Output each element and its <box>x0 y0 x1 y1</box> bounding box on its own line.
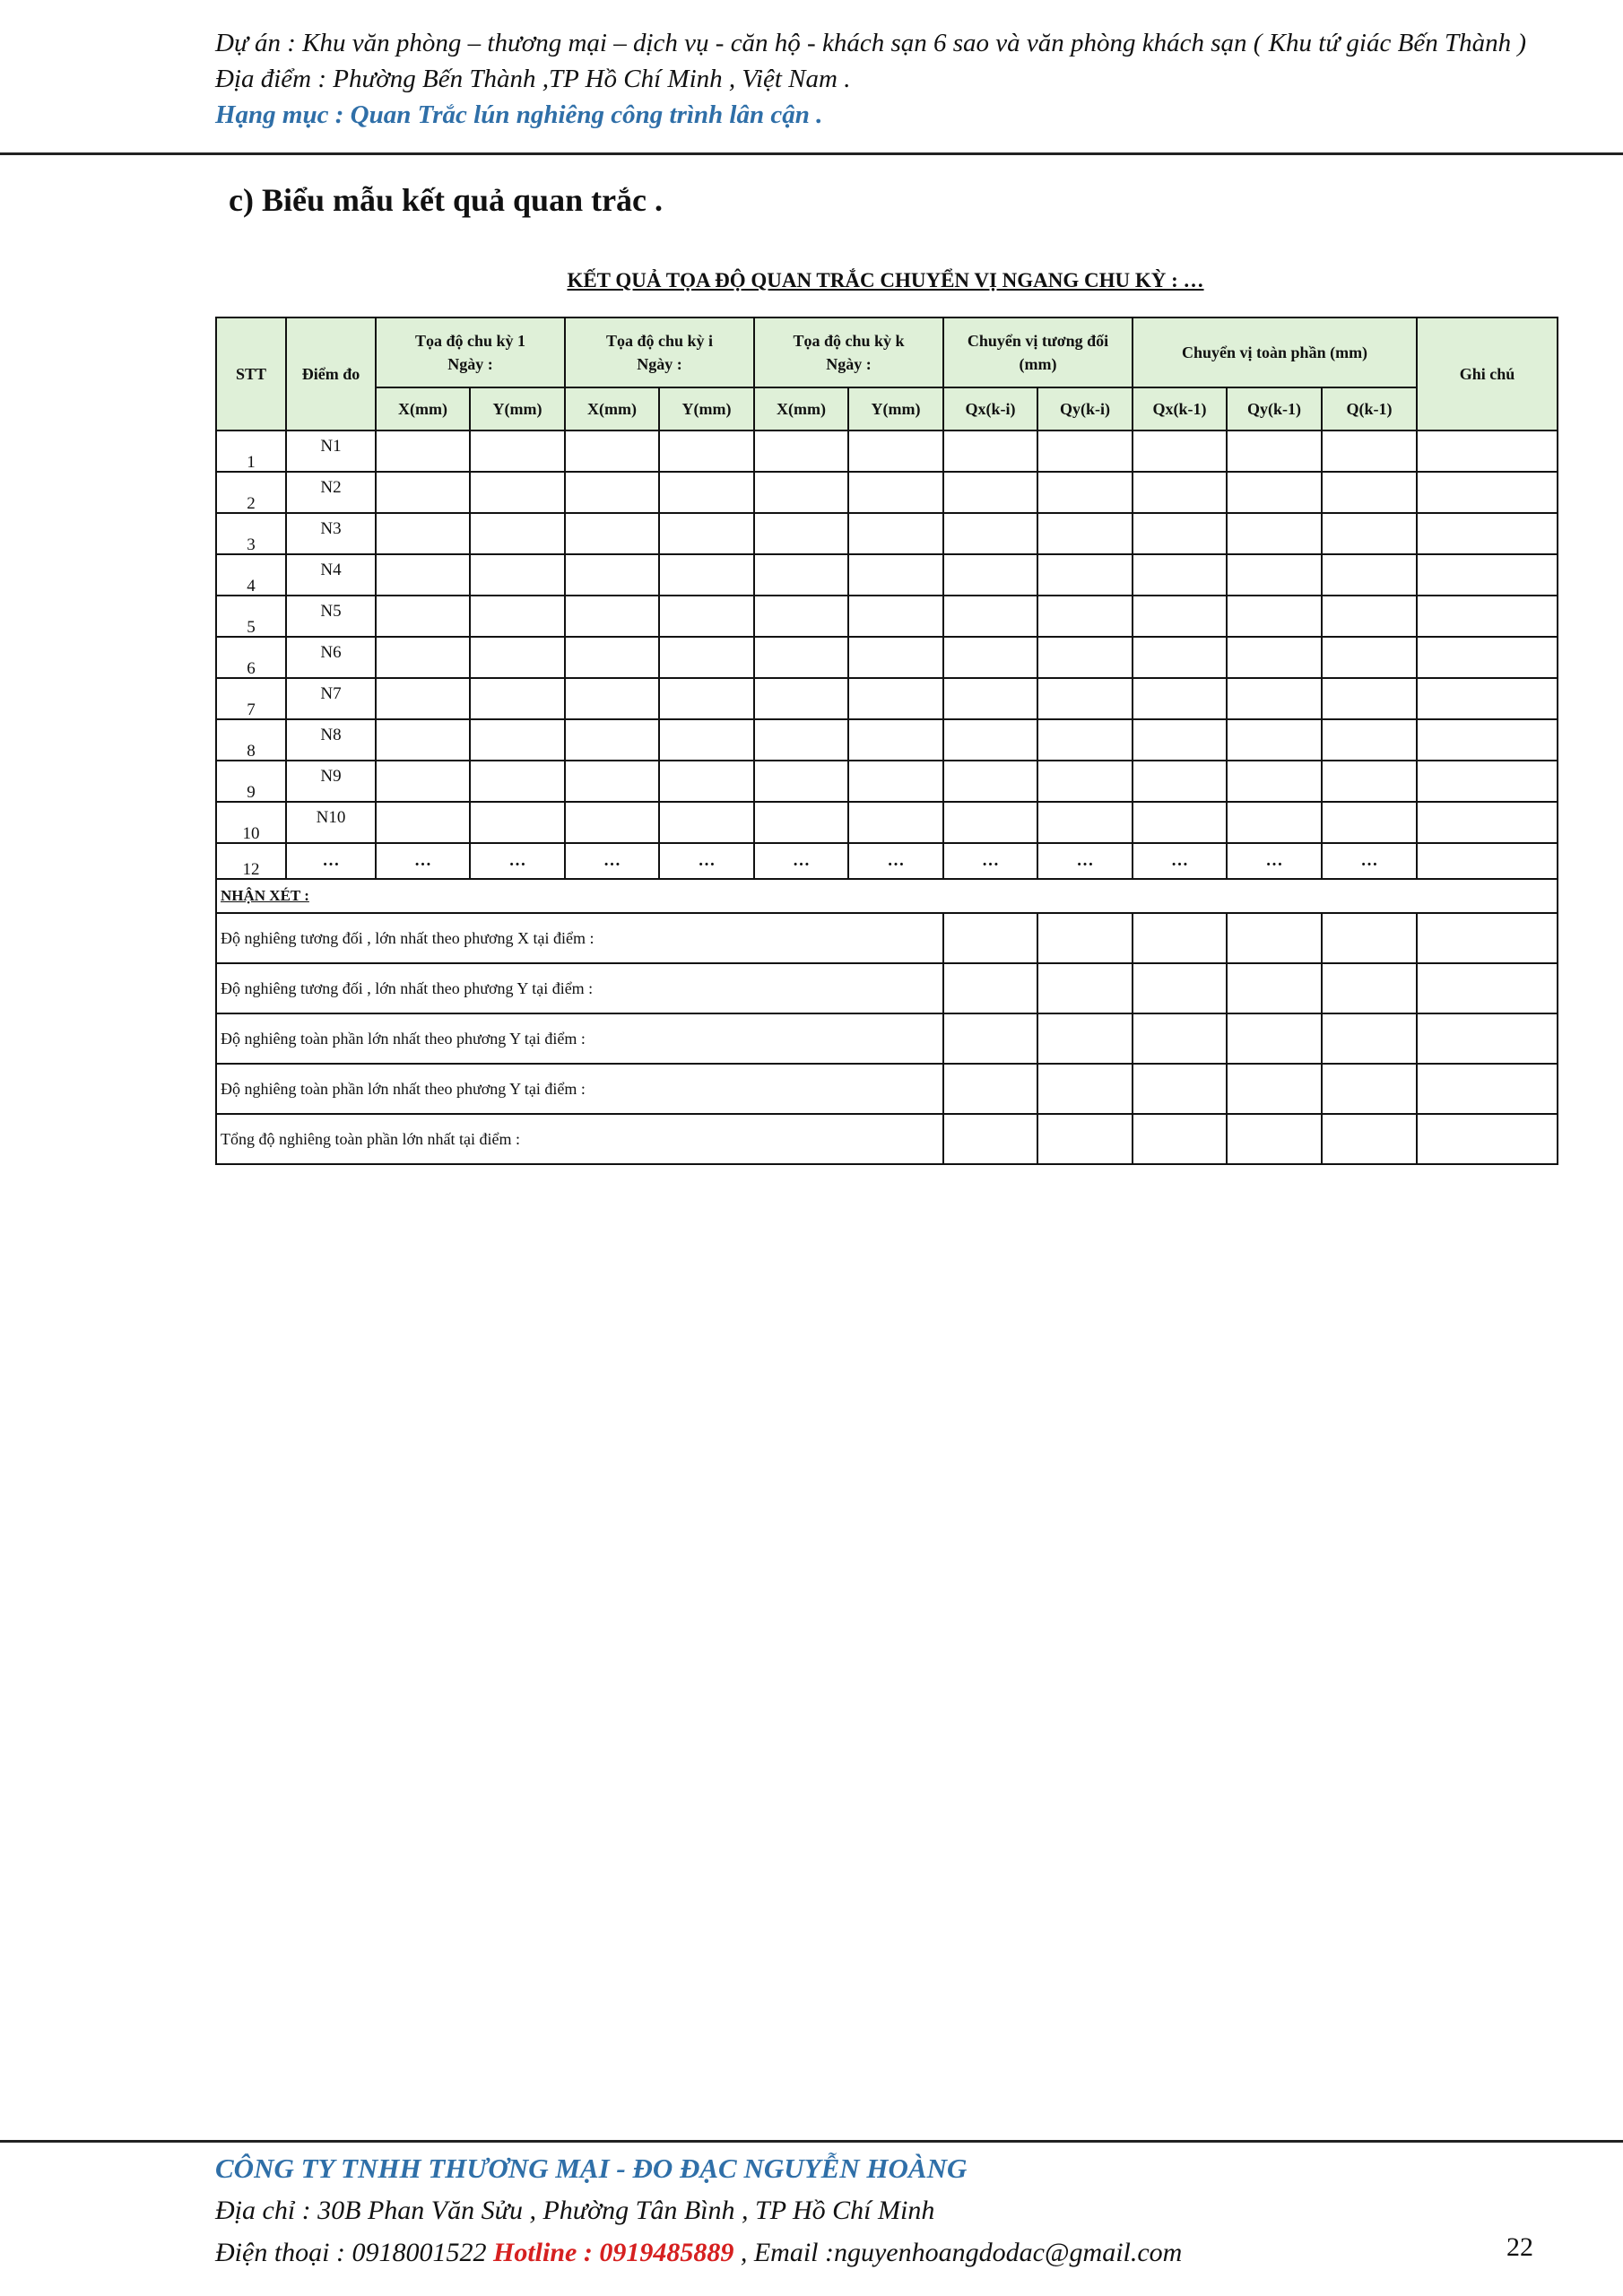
row-ellipsis-cell: … <box>286 843 376 879</box>
row-ellipsis-cell: … <box>470 843 565 879</box>
comment-value-cell <box>943 963 1037 1013</box>
row-value-cell <box>659 761 754 802</box>
comment-value-cell <box>943 1064 1037 1114</box>
row-value-cell <box>1133 678 1227 719</box>
qxk1-header: Qx(k-1) <box>1133 387 1227 430</box>
row-ellipsis-cell: … <box>848 843 943 879</box>
row-value-cell <box>376 596 470 637</box>
row-value-cell <box>1037 719 1133 761</box>
cyclei-label: Tọa độ chu kỳ i <box>606 332 714 350</box>
cyclei-header <box>565 317 754 387</box>
row-point: N1 <box>286 430 376 472</box>
row-value-cell <box>848 761 943 802</box>
row-value-cell <box>565 678 659 719</box>
row-value-cell <box>943 637 1037 678</box>
comment-value-cell <box>1037 1114 1133 1164</box>
row-value-cell <box>1133 637 1227 678</box>
table-row <box>216 472 1558 513</box>
row-value-cell <box>848 719 943 761</box>
row-value-cell <box>1133 513 1227 554</box>
table-row-ellipsis <box>216 843 1558 879</box>
row-stt: 6 <box>216 637 286 678</box>
row-ellipsis-cell: … <box>659 843 754 879</box>
yi-header: Y(mm) <box>659 387 754 430</box>
row-value-cell <box>659 719 754 761</box>
comment-value-cell <box>1133 1064 1227 1114</box>
cycle1-header <box>376 317 565 387</box>
row-ellipsis-cell: … <box>754 843 848 879</box>
row-value-cell <box>754 596 848 637</box>
footer-contact <box>215 2231 1542 2274</box>
row-value-cell <box>565 596 659 637</box>
row-value-cell <box>943 678 1037 719</box>
row-value-cell <box>1322 554 1417 596</box>
row-value-cell <box>659 430 754 472</box>
row-value-cell <box>1133 596 1227 637</box>
row-point: N3 <box>286 513 376 554</box>
row-value-cell <box>1227 430 1322 472</box>
row-value-cell <box>1227 719 1322 761</box>
row-value-cell <box>943 472 1037 513</box>
row-value-cell <box>1322 596 1417 637</box>
row-value-cell <box>1037 513 1133 554</box>
row-value-cell <box>376 719 470 761</box>
comment-value-cell <box>1322 1064 1417 1114</box>
comment-value-cell <box>1133 1013 1227 1064</box>
row-value-cell <box>659 802 754 843</box>
comment-label: Độ nghiêng toàn phần lớn nhất theo phương Y tại điểm : <box>216 1064 943 1114</box>
row-ellipsis-cell: … <box>1322 843 1417 879</box>
comment-value-cell <box>1227 1064 1322 1114</box>
cycle1-label: Tọa độ chu kỳ 1 <box>414 332 526 350</box>
row-value-cell <box>848 596 943 637</box>
row-value-cell <box>1227 802 1322 843</box>
row-value-cell <box>1227 596 1322 637</box>
page-footer <box>215 2148 1542 2274</box>
comment-row <box>216 1114 1558 1164</box>
yk-header: Y(mm) <box>848 387 943 430</box>
project-line: Dự án : Khu văn phòng – thương mại – dịch vụ - căn hộ - khách sạn 6 sao và văn phòng khách sạn ( Khu tứ giác Bến Thành ) <box>215 29 1526 57</box>
relative-move-unit: (mm) <box>1019 355 1057 373</box>
cyclek-header <box>754 317 943 387</box>
row-value-cell <box>754 554 848 596</box>
footer-address: Địa chỉ : 30B Phan Văn Sửu , Phường Tân Bình , TP Hồ Chí Minh <box>215 2196 935 2225</box>
row-value-cell <box>848 802 943 843</box>
row-value-cell <box>1037 678 1133 719</box>
row-value-cell <box>848 554 943 596</box>
row-value-cell <box>1037 430 1133 472</box>
row-value-cell <box>1133 761 1227 802</box>
row-value-cell <box>565 554 659 596</box>
row-ellipsis-cell: … <box>943 843 1037 879</box>
table-row <box>216 596 1558 637</box>
row-stt: 3 <box>216 513 286 554</box>
row-point: N8 <box>286 719 376 761</box>
row-value-cell <box>754 802 848 843</box>
row-value-cell <box>848 430 943 472</box>
row-value-cell <box>1417 678 1558 719</box>
row-value-cell <box>470 637 565 678</box>
row-value-cell <box>1417 554 1558 596</box>
comment-value-cell <box>1227 913 1322 963</box>
cyclek-day: Ngày : <box>826 355 872 373</box>
row-stt: 7 <box>216 678 286 719</box>
row-value-cell <box>470 678 565 719</box>
row-value-cell <box>470 596 565 637</box>
comment-label: Độ nghiêng tương đối , lớn nhất theo phương Y tại điểm : <box>216 963 943 1013</box>
row-stt: 9 <box>216 761 286 802</box>
row-stt: 8 <box>216 719 286 761</box>
row-value-cell <box>565 761 659 802</box>
row-value-cell <box>943 430 1037 472</box>
comment-value-cell <box>1227 1013 1322 1064</box>
remarks-row <box>216 879 1558 913</box>
row-value-cell <box>754 637 848 678</box>
cyclek-label: Tọa độ chu kỳ k <box>793 332 905 350</box>
row-value-cell <box>376 472 470 513</box>
row-value-cell <box>754 761 848 802</box>
row-value-cell <box>1322 637 1417 678</box>
comment-row <box>216 1013 1558 1064</box>
row-value-cell <box>659 513 754 554</box>
comment-value-cell <box>1417 963 1558 1013</box>
comment-value-cell <box>1322 1114 1417 1164</box>
row-ellipsis-cell: … <box>1133 843 1227 879</box>
table-row <box>216 802 1558 843</box>
row-ellipsis-cell: … <box>1037 843 1133 879</box>
row-value-cell <box>754 513 848 554</box>
row-value-cell <box>565 637 659 678</box>
row-value-cell <box>470 513 565 554</box>
row-value-cell <box>565 472 659 513</box>
page-header <box>215 25 1560 133</box>
comment-value-cell <box>1133 913 1227 963</box>
row-value-cell <box>848 637 943 678</box>
table-row <box>216 513 1558 554</box>
row-value-cell <box>659 637 754 678</box>
row-value-cell <box>754 719 848 761</box>
section-title: c) Biểu mẫu kết quả quan trắc . <box>229 182 664 218</box>
row-point: N9 <box>286 761 376 802</box>
row-value-cell <box>1417 761 1558 802</box>
row-stt: 5 <box>216 596 286 637</box>
table-row <box>216 637 1558 678</box>
row-value-cell <box>376 430 470 472</box>
table-row <box>216 678 1558 719</box>
row-value-cell <box>1417 637 1558 678</box>
relative-move-header <box>943 317 1133 387</box>
comment-value-cell <box>1037 913 1133 963</box>
comment-row <box>216 913 1558 963</box>
comment-row <box>216 963 1558 1013</box>
comment-value-cell <box>1417 913 1558 963</box>
comment-value-cell <box>1322 913 1417 963</box>
result-table <box>215 317 1558 1165</box>
row-value-cell <box>1417 802 1558 843</box>
row-value-cell <box>1227 637 1322 678</box>
row-value-cell <box>376 637 470 678</box>
row-value-cell <box>1133 802 1227 843</box>
row-value-cell <box>1322 678 1417 719</box>
row-value-cell <box>943 761 1037 802</box>
row-value-cell <box>1037 554 1133 596</box>
comment-value-cell <box>1133 963 1227 1013</box>
row-ellipsis-cell: … <box>1227 843 1322 879</box>
row-value-cell <box>1417 596 1558 637</box>
row-stt: 12 <box>216 843 286 879</box>
comment-label: Độ nghiêng toàn phần lớn nhất theo phương Y tại điểm : <box>216 1013 943 1064</box>
table-row <box>216 554 1558 596</box>
comment-value-cell <box>943 1114 1037 1164</box>
row-value-cell <box>470 430 565 472</box>
row-value-cell <box>376 554 470 596</box>
row-value-cell <box>1322 513 1417 554</box>
row-value-cell <box>1417 513 1558 554</box>
comment-value-cell <box>1037 1064 1133 1114</box>
comment-value-cell <box>1322 963 1417 1013</box>
row-point: N6 <box>286 637 376 678</box>
row-value-cell <box>943 802 1037 843</box>
row-value-cell <box>1417 472 1558 513</box>
row-value-cell <box>376 513 470 554</box>
row-value-cell <box>848 472 943 513</box>
row-value-cell <box>1322 761 1417 802</box>
row-point: N10 <box>286 802 376 843</box>
comment-value-cell <box>1417 1064 1558 1114</box>
row-value-cell <box>565 719 659 761</box>
row-stt: 4 <box>216 554 286 596</box>
point-header: Điểm đo <box>286 317 376 430</box>
row-value-cell <box>1037 802 1133 843</box>
comment-value-cell <box>943 1013 1037 1064</box>
row-value-cell <box>470 472 565 513</box>
total-move-header: Chuyển vị toàn phần (mm) <box>1133 317 1417 387</box>
xk-header: X(mm) <box>754 387 848 430</box>
row-value-cell <box>1322 472 1417 513</box>
row-point: N4 <box>286 554 376 596</box>
row-value-cell <box>1322 719 1417 761</box>
row-value-cell <box>1037 472 1133 513</box>
cycle1-day: Ngày : <box>447 355 493 373</box>
row-value-cell <box>1417 719 1558 761</box>
row-value-cell <box>659 472 754 513</box>
note-header: Ghi chú <box>1417 317 1558 430</box>
comment-value-cell <box>943 913 1037 963</box>
cyclei-day: Ngày : <box>637 355 682 373</box>
row-point: N2 <box>286 472 376 513</box>
qyk1-header: Qy(k-1) <box>1227 387 1322 430</box>
row-value-cell <box>470 719 565 761</box>
location-line: Địa điểm : Phường Bến Thành ,TP Hồ Chí Minh , Việt Nam . <box>215 65 851 93</box>
comment-label: Độ nghiêng tương đối , lớn nhất theo phương X tại điểm : <box>216 913 943 963</box>
footer-hotline: Hotline : 0919485889 <box>492 2238 734 2267</box>
row-value-cell <box>848 513 943 554</box>
row-value-cell <box>1037 761 1133 802</box>
row-value-cell <box>754 430 848 472</box>
table-row <box>216 761 1558 802</box>
row-value-cell <box>943 554 1037 596</box>
relative-move-label: Chuyển vị tương đối <box>967 332 1109 350</box>
category-line: Hạng mục : Quan Trắc lún nghiêng công trình lân cận . <box>215 100 823 129</box>
x1-header: X(mm) <box>376 387 470 430</box>
row-value-cell <box>1322 430 1417 472</box>
row-value-cell <box>1037 637 1133 678</box>
row-ellipsis-cell: … <box>376 843 470 879</box>
row-note-cell <box>1417 843 1558 879</box>
comment-label: Tổng độ nghiêng toàn phần lớn nhất tại điểm : <box>216 1114 943 1164</box>
row-stt: 10 <box>216 802 286 843</box>
footer-company: CÔNG TY TNHH THƯƠNG MẠI - ĐO ĐẠC NGUYỄN HOÀNG <box>215 2152 968 2184</box>
row-value-cell <box>565 430 659 472</box>
row-value-cell <box>470 761 565 802</box>
comment-value-cell <box>1037 963 1133 1013</box>
row-value-cell <box>943 513 1037 554</box>
row-value-cell <box>565 513 659 554</box>
row-value-cell <box>1037 596 1133 637</box>
comment-value-cell <box>1322 1013 1417 1064</box>
row-value-cell <box>1227 513 1322 554</box>
row-value-cell <box>376 678 470 719</box>
row-value-cell <box>565 802 659 843</box>
row-value-cell <box>376 802 470 843</box>
row-value-cell <box>659 554 754 596</box>
row-value-cell <box>376 761 470 802</box>
qyki-header: Qy(k-i) <box>1037 387 1133 430</box>
footer-email: , Email :nguyenhoangdodac@gmail.com <box>733 2238 1183 2267</box>
row-stt: 2 <box>216 472 286 513</box>
comment-value-cell <box>1227 963 1322 1013</box>
row-value-cell <box>1133 430 1227 472</box>
comment-value-cell <box>1227 1114 1322 1164</box>
qxki-header: Qx(k-i) <box>943 387 1037 430</box>
qk1-header: Q(k-1) <box>1322 387 1417 430</box>
row-value-cell <box>943 719 1037 761</box>
row-value-cell <box>754 472 848 513</box>
comment-value-cell <box>1037 1013 1133 1064</box>
row-value-cell <box>659 678 754 719</box>
table-row <box>216 430 1558 472</box>
row-value-cell <box>1227 472 1322 513</box>
row-point: N7 <box>286 678 376 719</box>
comment-value-cell <box>1417 1013 1558 1064</box>
row-ellipsis-cell: … <box>565 843 659 879</box>
row-value-cell <box>1227 761 1322 802</box>
row-value-cell <box>943 596 1037 637</box>
page-number: 22 <box>1506 2232 1533 2262</box>
row-stt: 1 <box>216 430 286 472</box>
row-value-cell <box>1227 554 1322 596</box>
stt-header: STT <box>216 317 286 430</box>
row-value-cell <box>1133 554 1227 596</box>
comment-value-cell <box>1133 1114 1227 1164</box>
footer-phone: Điện thoại : 0918001522 <box>215 2238 493 2267</box>
xi-header: X(mm) <box>565 387 659 430</box>
row-value-cell <box>659 596 754 637</box>
remarks-label: NHẬN XÉT : <box>216 879 1558 913</box>
footer-divider <box>0 2140 1623 2143</box>
y1-header: Y(mm) <box>470 387 565 430</box>
row-point: N5 <box>286 596 376 637</box>
header-divider <box>0 152 1623 155</box>
row-value-cell <box>1417 430 1558 472</box>
comment-row <box>216 1064 1558 1114</box>
row-value-cell <box>848 678 943 719</box>
row-value-cell <box>754 678 848 719</box>
table-title: KẾT QUẢ TỌA ĐỘ QUAN TRẮC CHUYỂN VỊ NGANG CHU KỲ : … <box>567 269 1204 291</box>
row-value-cell <box>1133 472 1227 513</box>
table-row <box>216 719 1558 761</box>
row-value-cell <box>470 554 565 596</box>
row-value-cell <box>1227 678 1322 719</box>
row-value-cell <box>1133 719 1227 761</box>
comment-value-cell <box>1417 1114 1558 1164</box>
row-value-cell <box>1322 802 1417 843</box>
row-value-cell <box>470 802 565 843</box>
